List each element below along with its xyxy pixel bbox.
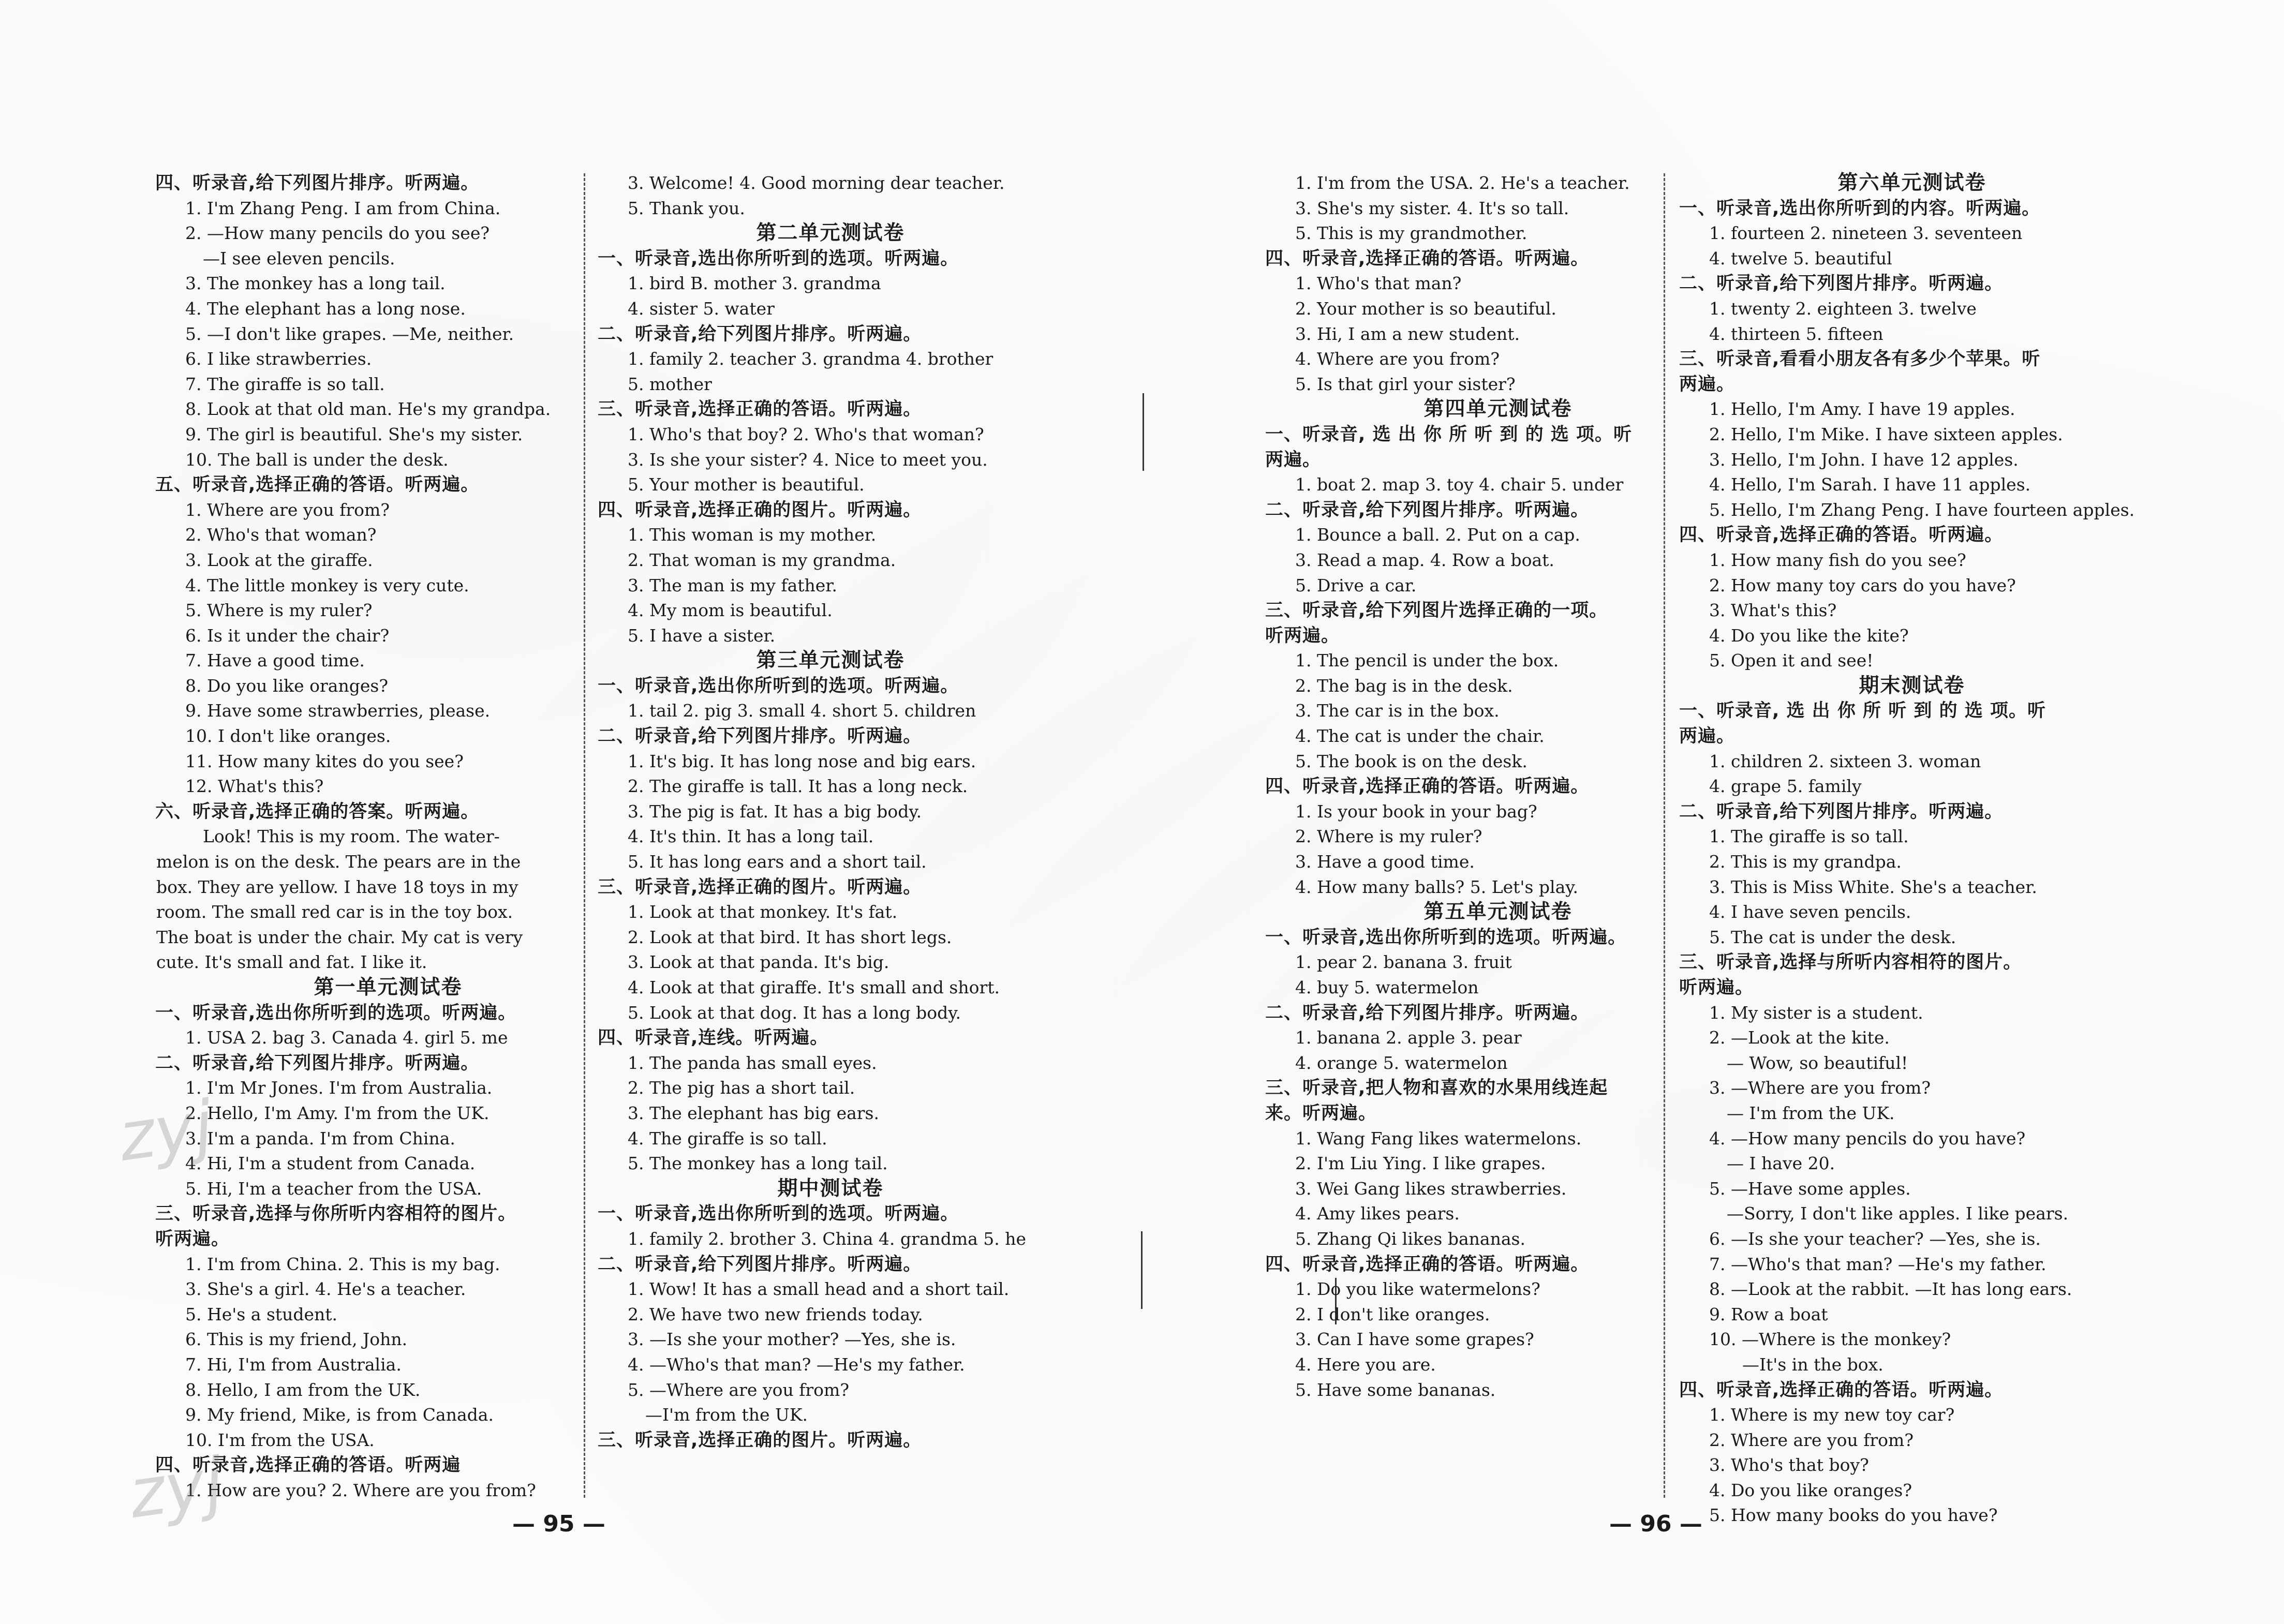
answer-line: 11. How many kites do you see? xyxy=(185,751,464,771)
answer-line: 1. Who's that man? xyxy=(1295,273,1462,294)
answer-line: 2. Hello, I'm Amy. I'm from the UK. xyxy=(185,1102,490,1123)
answer-line: 5. He's a student. xyxy=(185,1304,338,1324)
answer-line: 3. I'm a panda. I'm from China. xyxy=(185,1128,455,1149)
answer-line: 4. The elephant has a long nose. xyxy=(185,298,466,319)
answer-line: 4. buy 5. watermelon xyxy=(1295,977,1479,997)
answer-line: 1. Look at that monkey. It's fat. xyxy=(628,902,898,922)
answer-line: 6. Is it under the chair? xyxy=(185,625,390,646)
answer-line: 4. Here you are. xyxy=(1295,1354,1436,1375)
passage-line: melon is on the desk. The pears are in the xyxy=(156,852,521,872)
answer-line: 4. —Who's that man? —He's my father. xyxy=(628,1354,965,1375)
question-heading: 二、听录音,给下列图片排序。听两遍。 xyxy=(1679,801,2004,822)
question-heading: 三、听录音,看看小朋友各有多少个苹果。听 xyxy=(1679,349,2041,370)
answer-line: 8. Do you like oranges? xyxy=(185,675,389,696)
answer-line: 5. I have a sister. xyxy=(628,625,776,646)
answer-line: 1. I'm from China. 2. This is my bag. xyxy=(185,1254,500,1274)
answer-line: 3. Read a map. 4. Row a boat. xyxy=(1295,549,1554,570)
question-heading: 四、听录音,选择正确的图片。听两遍。 xyxy=(598,499,922,520)
answer-line: 2. The bag is in the desk. xyxy=(1295,675,1513,696)
question-heading: 两遍。 xyxy=(1679,726,1736,747)
answer-line: 9. My friend, Mike, is from Canada. xyxy=(185,1405,494,1425)
answer-line: 3. —Is she your mother? —Yes, she is. xyxy=(628,1329,956,1350)
question-heading: 三、听录音,选择与你所听内容相符的图片。 xyxy=(155,1203,517,1225)
page-number-left: — 95 — xyxy=(512,1511,605,1537)
answer-line: 2. How many toy cars do you have? xyxy=(1709,575,2016,595)
answer-line: 5. Look at that dog. It has a long body. xyxy=(628,1002,961,1023)
section-title: 第六单元测试卷 xyxy=(1837,171,1986,195)
question-heading: 二、听录音,给下列图片排序。听两遍。 xyxy=(1679,273,2004,294)
answer-line: 1. Wang Fang likes watermelons. xyxy=(1295,1128,1582,1149)
answer-line: 4. The giraffe is so tall. xyxy=(628,1128,827,1149)
answer-line: 6. —Is she your teacher? —Yes, she is. xyxy=(1709,1228,2041,1249)
answer-line: 2. This is my grandpa. xyxy=(1709,852,1902,872)
answer-line: 3. Who's that boy? xyxy=(1709,1455,1869,1476)
answer-line: 10. I'm from the USA. xyxy=(185,1429,375,1450)
answer-line: 4. —How many pencils do you have? xyxy=(1709,1128,2026,1149)
answer-line: 10. —Where is the monkey? xyxy=(1709,1329,1951,1350)
answer-line: 5. The cat is under the desk. xyxy=(1709,927,1956,947)
answer-line: 2. —Look at the kite. xyxy=(1709,1027,1890,1048)
answer-line: 2. Where is my ruler? xyxy=(1295,826,1482,847)
question-heading: 二、听录音,给下列图片排序。听两遍。 xyxy=(598,1254,922,1275)
question-heading: 二、听录音,给下列图片排序。听两遍。 xyxy=(598,323,922,345)
answer-line: 4. Hi, I'm a student from Canada. xyxy=(185,1153,476,1174)
question-heading: 二、听录音,给下列图片排序。听两遍。 xyxy=(155,1052,480,1074)
answer-line: 1. Wow! It has a small head and a short tail. xyxy=(628,1279,1010,1300)
answer-line: 7. Have a good time. xyxy=(185,650,365,671)
question-heading: 六、听录音,选择正确的答案。听两遍。 xyxy=(155,801,480,822)
question-heading: 两遍。 xyxy=(1265,449,1322,470)
question-heading: 来。听两遍。 xyxy=(1265,1102,1377,1124)
answer-line: 4. My mom is beautiful. xyxy=(628,600,833,621)
answer-line: 8. Look at that old man. He's my grandpa. xyxy=(185,399,551,420)
answer-line: 1. The panda has small eyes. xyxy=(628,1052,877,1073)
answer-line: 4. I have seven pencils. xyxy=(1709,902,1911,922)
answer-line: 5. —Have some apples. xyxy=(1709,1178,1911,1199)
answer-line: 5. —I don't like grapes. —Me, neither. xyxy=(185,323,514,344)
question-heading: 二、听录音,给下列图片排序。听两遍。 xyxy=(598,726,922,747)
question-heading: 一、听录音, 选 出 你 所 听 到 的 选 项。听 xyxy=(1265,424,1632,445)
answer-line: 2. Who's that woman? xyxy=(185,525,377,545)
answer-line: 1. fourteen 2. nineteen 3. seventeen xyxy=(1709,223,2023,244)
answer-line: 2. —How many pencils do you see? xyxy=(185,223,490,244)
watermark: zyj xyxy=(114,1085,218,1176)
answer-line: 1. The pencil is under the box. xyxy=(1295,650,1559,671)
answer-line: 4. twelve 5. beautiful xyxy=(1709,248,1892,269)
answer-line: 9. Have some strawberries, please. xyxy=(185,701,491,721)
answer-line: 1. I'm from the USA. 2. He's a teacher. xyxy=(1295,173,1630,193)
answer-line: 7. The giraffe is so tall. xyxy=(185,374,385,394)
question-heading: 一、听录音,选出你所听到的选项。听两遍。 xyxy=(1265,927,1627,948)
answer-line: 2. Your mother is so beautiful. xyxy=(1295,298,1556,319)
answer-line: 1. Bounce a ball. 2. Put on a cap. xyxy=(1295,525,1580,545)
answer-line: 4. Where are you from? xyxy=(1295,349,1500,369)
answer-line: 2. We have two new friends today. xyxy=(628,1304,923,1324)
answer-line: 3. The pig is fat. It has a big body. xyxy=(628,801,922,822)
watermark: zyj xyxy=(124,1442,228,1533)
answer-line: 3. She's a girl. 4. He's a teacher. xyxy=(185,1279,466,1300)
answer-line: 2. The pig has a short tail. xyxy=(628,1078,855,1098)
answer-line: 12. What's this? xyxy=(185,776,324,797)
answer-line: 6. This is my friend, John. xyxy=(185,1329,408,1350)
question-heading: 四、听录音,选择正确的答语。听两遍。 xyxy=(1679,525,2004,546)
answer-line: 2. I don't like oranges. xyxy=(1295,1304,1490,1324)
page-96-left-column xyxy=(1265,171,1731,1516)
question-heading: 一、听录音,选出你所听到的内容。听两遍。 xyxy=(1679,198,2041,219)
binding-mark xyxy=(1143,393,1147,471)
answer-line: 3. Wei Gang likes strawberries. xyxy=(1295,1178,1567,1199)
answer-line: 5. Is that girl your sister? xyxy=(1295,374,1516,394)
answer-line: 5. mother xyxy=(628,374,712,394)
answer-line: 8. Hello, I am from the UK. xyxy=(185,1379,421,1400)
answer-line: 4. grape 5. family xyxy=(1709,776,1862,797)
section-title: 第二单元测试卷 xyxy=(756,221,905,245)
answer-line: 5. Drive a car. xyxy=(1295,575,1417,595)
answer-line: 3. Is she your sister? 4. Nice to meet you. xyxy=(628,449,988,470)
page-number-right: — 96 — xyxy=(1609,1511,1702,1537)
question-heading: 四、听录音,选择正确的答语。听两遍 xyxy=(155,1455,461,1476)
answer-line: 2. The giraffe is tall. It has a long neck. xyxy=(628,776,968,797)
answer-line: 3. The man is my father. xyxy=(628,575,837,595)
answer-line: 1. twenty 2. eighteen 3. twelve xyxy=(1709,298,1977,319)
answer-line: 1. banana 2. apple 3. pear xyxy=(1295,1027,1522,1048)
answer-line: 2. Look at that bird. It has short legs. xyxy=(628,927,952,947)
answer-line: 1. The giraffe is so tall. xyxy=(1709,826,1909,847)
answer-line: 4. Look at that giraffe. It's small and short. xyxy=(628,977,1000,997)
question-heading: 听两遍。 xyxy=(1265,625,1340,646)
answer-line: 2. That woman is my grandma. xyxy=(628,549,896,570)
passage-line: room. The small red car is in the toy box. xyxy=(156,902,513,922)
page-95-right-column xyxy=(598,171,1063,1516)
answer-line: 1. Where are you from? xyxy=(185,499,390,520)
answer-line: 1. Where is my new toy car? xyxy=(1709,1405,1955,1425)
answer-line: 4. Amy likes pears. xyxy=(1295,1203,1460,1224)
answer-line: 1. boat 2. map 3. toy 4. chair 5. under xyxy=(1295,474,1624,495)
answer-line: 5. Open it and see! xyxy=(1709,650,1874,671)
answer-line: 2. Where are you from? xyxy=(1709,1429,1914,1450)
section-title: 第五单元测试卷 xyxy=(1423,900,1573,924)
answer-line: 6. I like strawberries. xyxy=(185,349,372,369)
answer-line: 2. I'm Liu Ying. I like grapes. xyxy=(1295,1153,1546,1174)
answer-line: 3. Have a good time. xyxy=(1295,852,1475,872)
answer-line: 5. Hi, I'm a teacher from the USA. xyxy=(185,1178,482,1199)
answer-line: 1. I'm Zhang Peng. I am from China. xyxy=(185,198,501,218)
answer-line: 3. Hi, I am a new student. xyxy=(1295,323,1520,344)
section-title: 第一单元测试卷 xyxy=(314,976,463,999)
answer-line: 1. family 2. teacher 3. grandma 4. brother xyxy=(628,349,993,369)
answer-line: 5. The monkey has a long tail. xyxy=(628,1153,888,1174)
question-heading: 三、听录音,选择正确的答语。听两遍。 xyxy=(598,399,922,420)
answer-line: 5. It has long ears and a short tail. xyxy=(628,852,927,872)
answer-line: —I see eleven pencils. xyxy=(203,248,395,269)
answer-line: 5. Hello, I'm Zhang Peng. I have fourteen apples. xyxy=(1709,499,2135,520)
question-heading: 听两遍。 xyxy=(155,1228,230,1249)
question-heading: 四、听录音,选择正确的答语。听两遍。 xyxy=(1265,776,1590,797)
answer-line: 1. Is your book in your bag? xyxy=(1295,801,1537,822)
question-heading: 四、听录音,选择正确的答语。听两遍。 xyxy=(1679,1379,2004,1400)
page-95-left-column xyxy=(155,171,621,1516)
question-heading: 四、听录音,选择正确的答语。听两遍。 xyxy=(1265,1254,1590,1275)
answer-line: 4. sister 5. water xyxy=(628,298,775,319)
question-heading: 三、听录音,选择正确的图片。听两遍。 xyxy=(598,876,922,898)
question-heading: 五、听录音,选择正确的答语。听两遍。 xyxy=(155,474,480,496)
section-title: 第三单元测试卷 xyxy=(756,649,905,673)
question-heading: 一、听录音,选出你所听到的选项。听两遍。 xyxy=(598,675,959,696)
answer-line: 3. She's my sister. 4. It's so tall. xyxy=(1295,198,1569,218)
section-title: 期中测试卷 xyxy=(777,1176,884,1200)
answer-line: 3. What's this? xyxy=(1709,600,1837,621)
answer-line: 1. I'm Mr Jones. I'm from Australia. xyxy=(185,1078,493,1098)
answer-line: 7. —Who's that man? —He's my father. xyxy=(1709,1254,2046,1274)
answer-line: 9. The girl is beautiful. She's my sister. xyxy=(185,424,523,444)
question-heading: 一、听录音, 选 出 你 所 听 到 的 选 项。听 xyxy=(1679,701,2046,722)
answer-line: 3. Hello, I'm John. I have 12 apples. xyxy=(1709,449,2019,470)
answer-line: 1. Do you like watermelons? xyxy=(1295,1279,1540,1300)
answer-line: 3. The elephant has big ears. xyxy=(628,1102,879,1123)
answer-line: —Sorry, I don't like apples. I like pears. xyxy=(1727,1203,2069,1224)
answer-line: 10. I don't like oranges. xyxy=(185,726,391,747)
question-heading: 三、听录音,选择与所听内容相符的图片。 xyxy=(1679,952,2022,973)
answer-line: 3. Welcome! 4. Good morning dear teacher. xyxy=(628,173,1005,193)
answer-line: 5. —Where are you from? xyxy=(628,1379,850,1400)
answer-line: 4. thirteen 5. fifteen xyxy=(1709,323,1883,344)
passage-line: cute. It's small and fat. I like it. xyxy=(156,952,427,973)
answer-line: 1. How are you? 2. Where are you from? xyxy=(185,1480,536,1500)
answer-line: 3. Can I have some grapes? xyxy=(1295,1329,1534,1350)
answer-line: 5. Have some bananas. xyxy=(1295,1379,1496,1400)
answer-line: — I'm from the UK. xyxy=(1727,1102,1895,1123)
answer-line: 2. Hello, I'm Mike. I have sixteen apples. xyxy=(1709,424,2063,444)
section-title: 期末测试卷 xyxy=(1859,674,1965,697)
answer-line: 1. pear 2. banana 3. fruit xyxy=(1295,952,1512,973)
section-title: 第四单元测试卷 xyxy=(1423,397,1573,421)
question-heading: 一、听录音,选出你所听到的选项。听两遍。 xyxy=(598,248,959,269)
answer-line: 4. orange 5. watermelon xyxy=(1295,1052,1508,1073)
question-heading: 四、听录音,连线。听两遍。 xyxy=(598,1027,829,1049)
question-heading: 听两遍。 xyxy=(1679,977,1754,998)
answer-line: 1. Who's that boy? 2. Who's that woman? xyxy=(628,424,984,444)
question-heading: 二、听录音,给下列图片排序。听两遍。 xyxy=(1265,499,1590,520)
question-heading: 一、听录音,选出你所听到的选项。听两遍。 xyxy=(155,1002,517,1023)
question-heading: 一、听录音,选出你所听到的选项。听两遍。 xyxy=(598,1203,959,1225)
answer-line: 9. Row a boat xyxy=(1709,1304,1828,1324)
answer-line: 1. tail 2. pig 3. small 4. short 5. children xyxy=(628,701,976,721)
passage-line: Look! This is my room. The water- xyxy=(203,826,500,847)
answer-line: 1. My sister is a student. xyxy=(1709,1002,1923,1023)
question-heading: 二、听录音,给下列图片排序。听两遍。 xyxy=(1265,1002,1590,1023)
answer-line: 1. bird B. mother 3. grandma xyxy=(628,273,881,294)
question-heading: 四、听录音,选择正确的答语。听两遍。 xyxy=(1265,248,1590,269)
answer-line: — I have 20. xyxy=(1727,1153,1835,1174)
answer-line: 7. Hi, I'm from Australia. xyxy=(185,1354,402,1375)
question-heading: 三、听录音,给下列图片选择正确的一项。 xyxy=(1265,600,1608,621)
question-heading: 三、听录音,选择正确的图片。听两遍。 xyxy=(598,1429,922,1451)
answer-line: 5. How many books do you have? xyxy=(1709,1505,1998,1526)
answer-line: 4. Do you like the kite? xyxy=(1709,625,1909,646)
answer-line: 4. Hello, I'm Sarah. I have 11 apples. xyxy=(1709,474,2031,495)
answer-line: 1. family 2. brother 3. China 4. grandma 5. he xyxy=(628,1228,1027,1249)
answer-line: 4. The little monkey is very cute. xyxy=(185,575,469,595)
answer-line: 5. Where is my ruler? xyxy=(185,600,373,621)
answer-line: —I'm from the UK. xyxy=(645,1405,808,1425)
answer-line: 3. —Where are you from? xyxy=(1709,1078,1931,1098)
binding-mark xyxy=(1141,1231,1146,1309)
answer-line: 1. How many fish do you see? xyxy=(1709,549,1966,570)
page-96-right-column xyxy=(1679,171,2145,1526)
question-heading: 两遍。 xyxy=(1679,374,1736,395)
answer-line: 10. The ball is under the desk. xyxy=(185,449,449,470)
answer-line: 1. It's big. It has long nose and big ears. xyxy=(628,751,976,771)
answer-line: 5. Your mother is beautiful. xyxy=(628,474,865,495)
answer-line: 4. The cat is under the chair. xyxy=(1295,726,1545,747)
question-heading: 四、听录音,给下列图片排序。听两遍。 xyxy=(155,173,480,193)
answer-line: 1. USA 2. bag 3. Canada 4. girl 5. me xyxy=(185,1027,508,1048)
answer-line: 1. children 2. sixteen 3. woman xyxy=(1709,751,1981,771)
passage-line: box. They are yellow. I have 18 toys in my xyxy=(156,876,518,897)
answer-line: 4. Do you like oranges? xyxy=(1709,1480,1912,1500)
answer-line: 1. Hello, I'm Amy. I have 19 apples. xyxy=(1709,399,2015,420)
answer-line: 3. The car is in the box. xyxy=(1295,701,1500,721)
answer-line: 5. Thank you. xyxy=(628,198,745,218)
answer-line: 3. This is Miss White. She's a teacher. xyxy=(1709,876,2037,897)
answer-line: —It's in the box. xyxy=(1742,1354,1883,1375)
answer-line: 3. The monkey has a long tail. xyxy=(185,273,446,294)
answer-line: 4. How many balls? 5. Let's play. xyxy=(1295,876,1579,897)
answer-line: 5. Zhang Qi likes bananas. xyxy=(1295,1228,1525,1249)
answer-line: 3. Look at the giraffe. xyxy=(185,549,373,570)
answer-line: 5. This is my grandmother. xyxy=(1295,223,1527,244)
question-heading: 三、听录音,把人物和喜欢的水果用线连起 xyxy=(1265,1078,1608,1099)
answer-line: 4. It's thin. It has a long tail. xyxy=(628,826,874,847)
answer-line: 3. Look at that panda. It's big. xyxy=(628,952,889,973)
answer-line: 8. —Look at the rabbit. —It has long ears. xyxy=(1709,1279,2072,1300)
answer-line: — Wow, so beautiful! xyxy=(1727,1052,1908,1073)
passage-line: The boat is under the chair. My cat is very xyxy=(156,927,523,947)
answer-line: 1. This woman is my mother. xyxy=(628,525,877,545)
answer-line: 5. The book is on the desk. xyxy=(1295,751,1527,771)
